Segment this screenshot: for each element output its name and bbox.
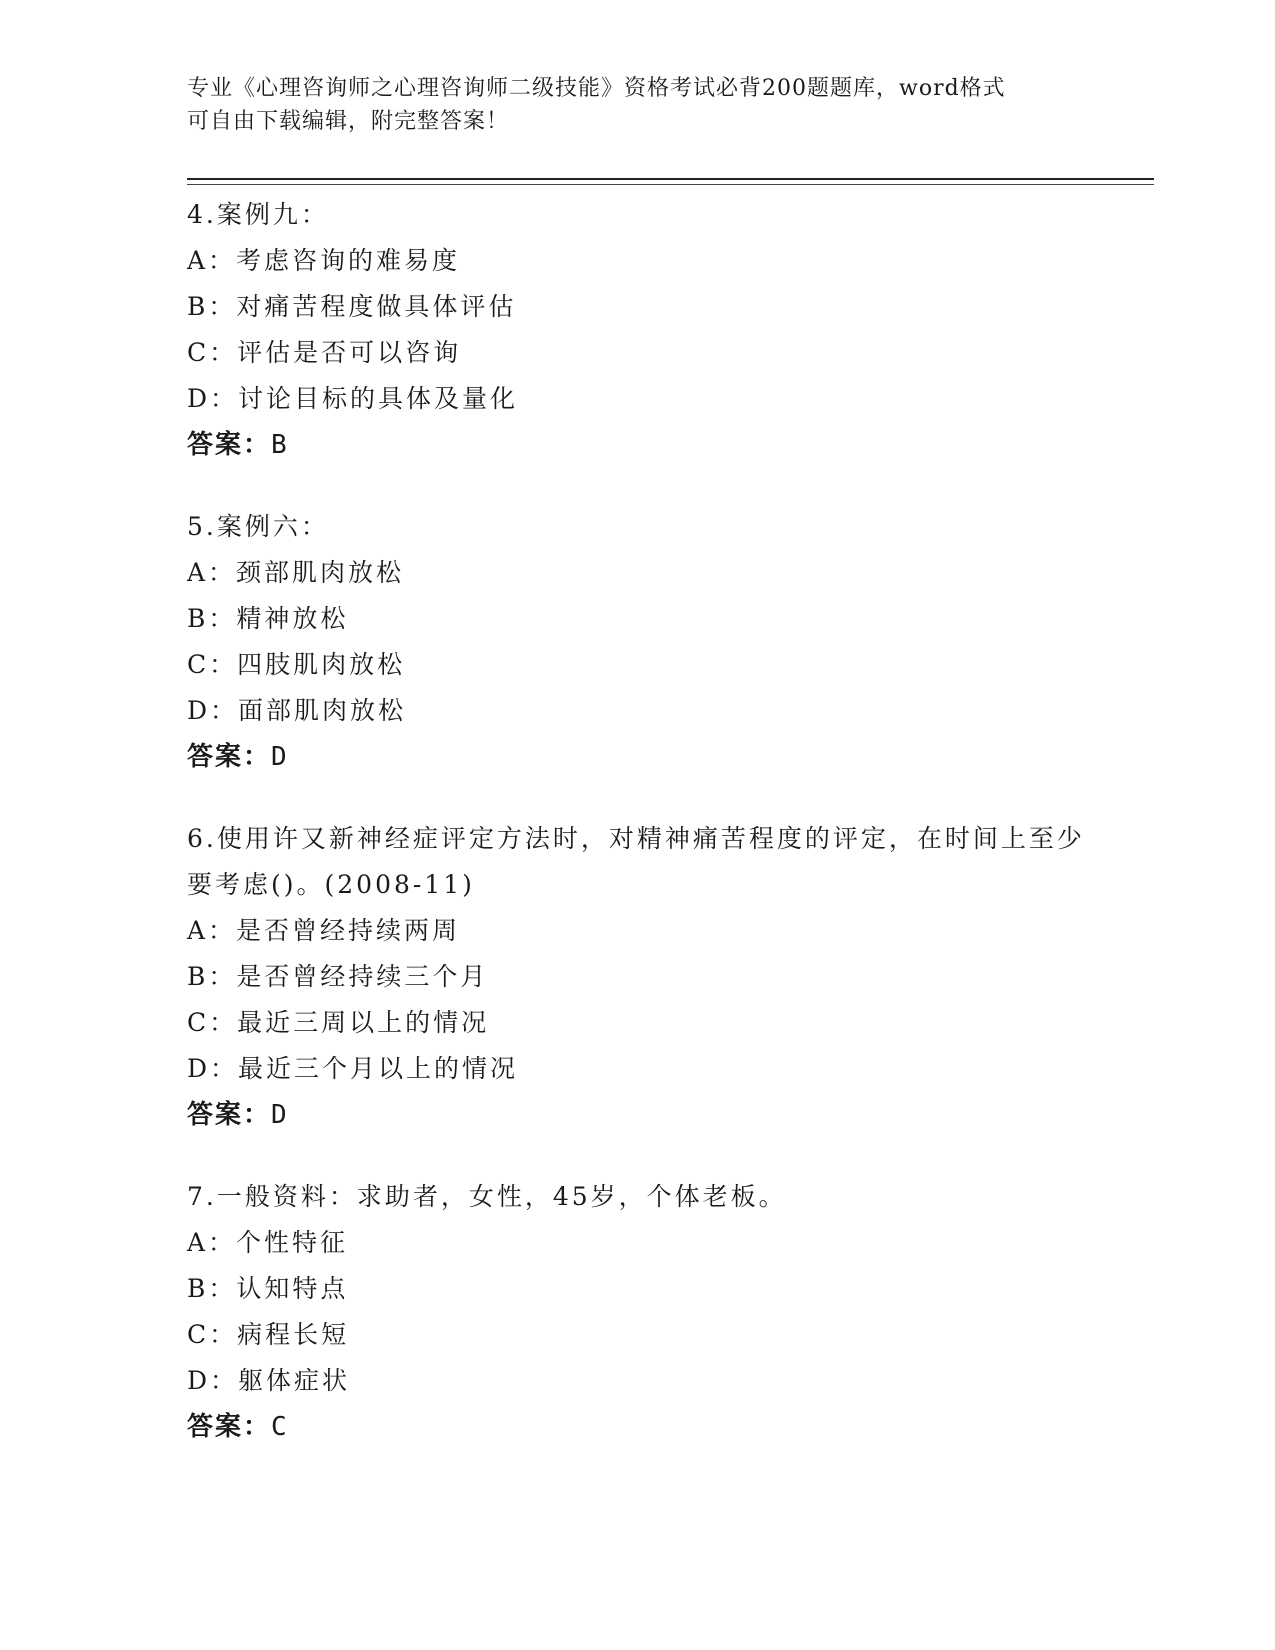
question-title: 7.一般资料：求助者，女性，45岁，个体老板。 [187,1182,787,1211]
answer-line [187,1404,1087,1450]
option-d: D：躯体症状 [187,1366,351,1395]
header-rule-thick [187,178,1154,180]
question-title: 6.使用许又新神经症评定方法时，对精神痛苦程度的评定，在时间上至少要考虑()。(2008-11) [187,824,1085,899]
option-b: B：是否曾经持续三个月 [187,962,489,991]
document-header [187,72,1067,138]
answer-line [187,734,1087,780]
question-5 [187,504,1087,780]
question-title: 4.案例九： [187,200,329,229]
answer-value: C [271,1412,289,1442]
option-d: D：最近三个月以上的情况 [187,1054,519,1083]
header-line-1: 专业《心理咨询师之心理咨询师二级技能》资格考试必背200题题库，word格式 [187,76,1006,101]
option-c: C：评估是否可以咨询 [187,338,462,367]
option-a: A：是否曾经持续两周 [187,916,461,945]
option-b: B：精神放松 [187,604,349,633]
question-4 [187,192,1087,468]
answer-line [187,422,1087,468]
answer-value: D [271,1100,289,1130]
answer-label: 答案： [187,742,272,772]
question-list [187,192,1087,1486]
question-7 [187,1174,1087,1450]
option-a: A：考虑咨询的难易度 [187,246,461,275]
option-c: C：四肢肌肉放松 [187,650,406,679]
answer-line [187,1092,1087,1138]
answer-label: 答案： [187,430,272,460]
option-d: D：讨论目标的具体及量化 [187,384,519,413]
option-a: A：颈部肌肉放松 [187,558,405,587]
question-title: 5.案例六： [187,512,329,541]
answer-label: 答案： [187,1100,272,1130]
header-rule-thin [187,184,1154,185]
option-b: B：对痛苦程度做具体评估 [187,292,517,321]
option-b: B：认知特点 [187,1274,349,1303]
option-c: C：最近三周以上的情况 [187,1008,490,1037]
option-d: D：面部肌肉放松 [187,696,407,725]
answer-label: 答案： [187,1412,272,1442]
answer-value: D [271,742,289,772]
option-c: C：病程长短 [187,1320,350,1349]
header-line-2: 可自由下载编辑，附完整答案！ [187,109,510,134]
option-a: A：个性特征 [187,1228,349,1257]
question-6 [187,816,1087,1138]
answer-value: B [271,430,289,460]
